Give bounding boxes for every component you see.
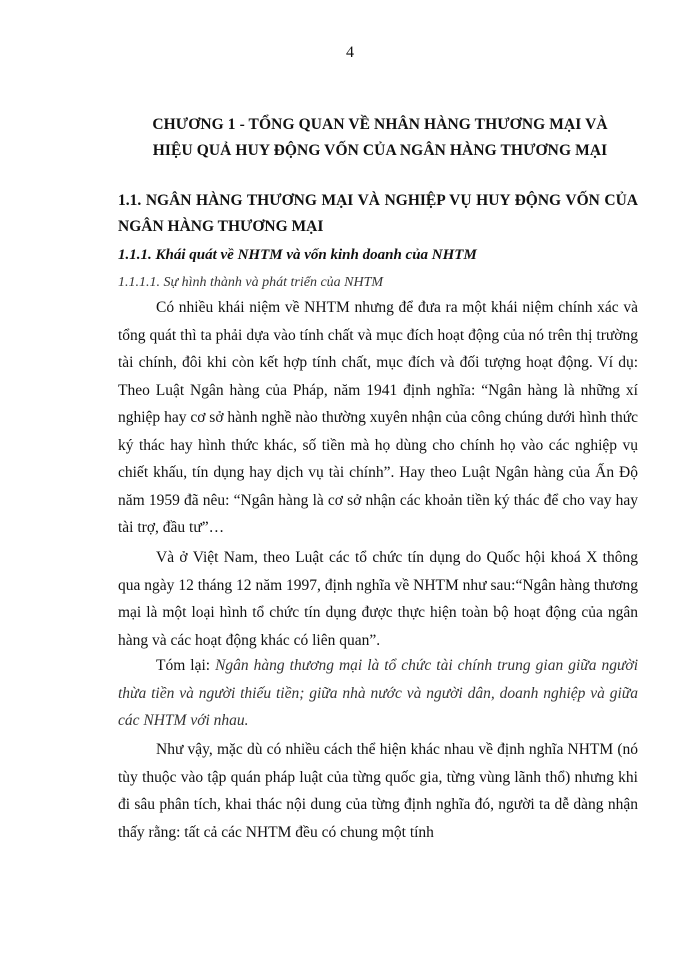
paragraph-2: Và ở Việt Nam, theo Luật các tổ chức tín dụng do Quốc hội khoá X thông qua ngày 12 tháng 12 năm 1997, định nghĩa về NHTM như sau:“Ngân hàng thương mại là một loại hình tổ chức tín dụng được thực hiện toàn bộ hoạt động của ngân hàng và các hoạt động khác có liên quan”. <box>118 549 638 649</box>
subsubsection-title: 1.1.1.1. Sự hình thành và phát triển của NHTM <box>118 275 384 290</box>
subsection-title: 1.1.1. Khái quát về NHTM và vốn kinh doanh của NHTM <box>118 247 477 263</box>
chapter-title-line-1: CHƯƠNG 1 - TỔNG QUAN VỀ NHÂN HÀNG THƯƠNG MẠI VÀ <box>152 116 608 133</box>
page-number: 4 <box>346 44 354 61</box>
paragraph-1: Có nhiều khái niệm về NHTM nhưng để đưa ra một khái niệm chính xác và tổng quát thì ta phải dựa vào tính chất và mục đích hoạt động của nó trên thị trường tài chính, đôi khi còn kết hợp tính chất, mục đích và đối tượng hoạt động. Ví dụ: Theo Luật Ngân hàng của Pháp, năm 1941 định nghĩa: “Ngân hàng là những xí nghiệp hay cơ sở hành nghề nào thường xuyên nhận của công chúng dưới hình thức ký thác hay hình thức khác, số tiền mà họ dùng cho chính họ vào các nghiệp vụ chiết khấu, tín dụng hay dịch vụ tài chính”. Hay theo Luật Ngân hàng của Ấn Độ năm 1959 đã nêu: “Ngân hàng là cơ sở nhận các khoản tiền ký thác để cho vay hay tài trợ, đầu tư”… <box>118 299 638 536</box>
chapter-title-line-2: HIỆU QUẢ HUY ĐỘNG VỐN CỦA NGÂN HÀNG THƯƠNG MẠI <box>152 142 608 159</box>
chapter-title <box>120 112 640 164</box>
paragraph-4: Như vậy, mặc dù có nhiều cách thể hiện khác nhau về định nghĩa NHTM (nó tùy thuộc vào tập quán pháp luật của từng quốc gia, từng vùng lãnh thổ) nhưng khi đi sâu phân tích, khai thác nội dung của từng định nghĩa đó, người ta dễ dàng nhận thấy rằng: tất cả các NHTM đều có chung một tính <box>118 741 638 841</box>
paragraph-3-lead: Tóm lại: <box>156 657 216 674</box>
paragraph-3-definition: Ngân hàng thương mại là tổ chức tài chính trung gian giữa người thừa tiền và người thiếu tiền; giữa nhà nước và người dân, doanh nghiệp và giữa các NHTM với nhau. <box>118 657 638 729</box>
section-title: 1.1. NGÂN HÀNG THƯƠNG MẠI VÀ NGHIỆP VỤ HUY ĐỘNG VỐN CỦA NGÂN HÀNG THƯƠNG MẠI <box>118 192 638 235</box>
paragraph-3 <box>118 652 638 735</box>
